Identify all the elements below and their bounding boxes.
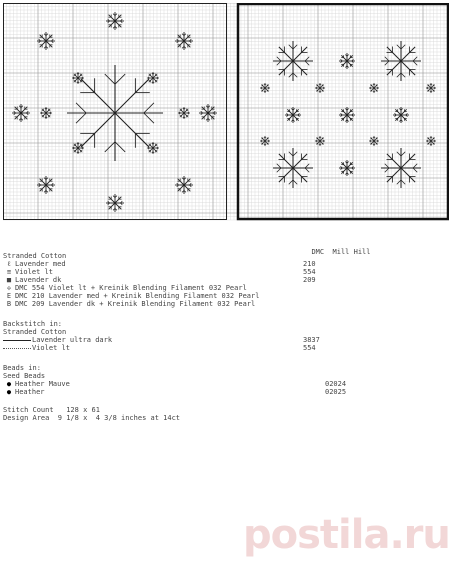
flake-arm — [293, 168, 307, 182]
tiny-snowflake — [315, 83, 325, 93]
stranded-row — [3, 300, 255, 308]
flake-branch — [144, 113, 154, 123]
flake-branch — [305, 168, 309, 172]
flake-branch — [413, 61, 417, 65]
flake-branch — [277, 61, 281, 65]
flake-arm — [374, 84, 378, 88]
tiny-snowflake — [315, 136, 325, 146]
flake-arm — [370, 88, 374, 92]
flake-branch — [105, 142, 115, 152]
tiny-snowflake — [40, 107, 52, 119]
flake-arm — [347, 61, 353, 67]
stranded-label: Violet lt — [15, 268, 53, 276]
tiny-snowflake — [260, 83, 270, 93]
tiny-snowflake — [72, 142, 84, 154]
flake-branch — [115, 74, 125, 84]
flake-arm — [115, 113, 149, 147]
flake-branch — [289, 180, 293, 184]
flake-arm — [347, 109, 353, 115]
flake-arm — [293, 115, 299, 121]
tiny-snowflake — [369, 83, 379, 93]
backstitch-row — [3, 336, 320, 344]
watermark-logo: postila.ru — [243, 512, 450, 558]
flake-arm — [431, 137, 435, 141]
stitch-symbol: B — [6, 300, 12, 308]
flake-arm — [395, 115, 401, 121]
small-snowflake — [106, 12, 124, 30]
flake-arm — [347, 55, 353, 61]
flake-arm — [15, 107, 21, 113]
flake-branch — [289, 152, 293, 156]
stranded-row — [3, 276, 316, 284]
design-area: Design Area 9 1/8 x 4 3/8 inches at 14ct — [3, 414, 181, 422]
medium-snowflake — [273, 41, 313, 81]
backstitch-label: Lavender ultra dark — [32, 336, 113, 344]
backstitch-label: Violet lt — [32, 344, 70, 352]
flake-arm — [320, 88, 324, 92]
flake-branch — [305, 61, 309, 65]
backstitch-line-sample — [3, 348, 31, 349]
flake-arm — [180, 109, 184, 113]
millhill-column-header: Mill Hill — [332, 248, 371, 256]
stitch-symbol: ℓ — [7, 260, 11, 268]
flake-arm — [370, 137, 374, 141]
bead-label: Heather — [15, 388, 45, 396]
stranded-label: DMC 554 Violet lt + Kreinik Blending Filament 032 Pearl — [15, 284, 247, 292]
flake-arm — [149, 74, 153, 78]
flake-branch — [105, 74, 115, 84]
flake-arm — [427, 88, 431, 92]
flake-branch — [385, 61, 389, 65]
flake-arm — [109, 197, 115, 203]
stitch-symbol: ■ — [6, 276, 12, 284]
stitch-symbol: ≡ — [6, 268, 12, 276]
small-snowflake — [199, 104, 217, 122]
beads-subtitle: Seed Beads — [3, 372, 46, 380]
small-snowflake — [106, 194, 124, 212]
flake-arm — [109, 15, 115, 21]
bead-code: 02025 — [325, 388, 347, 396]
backstitch-title: Backstitch in: — [3, 320, 63, 328]
stitch-count: Stitch Count 128 x 61 — [3, 406, 100, 414]
flake-arm — [46, 185, 52, 191]
stranded-row — [3, 260, 316, 268]
flake-arm — [149, 144, 153, 148]
flake-arm — [115, 203, 121, 209]
stranded-row — [3, 292, 259, 300]
backstitch-row — [3, 344, 316, 352]
flake-arm — [387, 154, 401, 168]
flake-arm — [347, 115, 353, 121]
stranded-row — [3, 284, 247, 292]
stranded-code: 209 — [303, 276, 316, 284]
flake-arm — [74, 74, 78, 78]
backstitch-subtitle: Stranded Cotton — [3, 328, 67, 336]
small-snowflake — [37, 32, 55, 50]
tiny-snowflake — [426, 136, 436, 146]
tiny-snowflake — [260, 136, 270, 146]
flake-arm — [46, 109, 50, 113]
flake-arm — [81, 113, 115, 147]
stranded-label: DMC 210 Lavender med + Kreinik Blending Filament 032 Pearl — [15, 292, 260, 300]
flake-arm — [347, 162, 353, 168]
bead-symbol: ● — [6, 380, 12, 388]
small-snowflake — [339, 107, 355, 123]
legend-header — [303, 240, 370, 256]
bead-code: 02024 — [325, 380, 347, 388]
flake-branch — [397, 180, 401, 184]
flake-arm — [208, 107, 214, 113]
flake-arm — [374, 88, 378, 92]
flake-arm — [320, 84, 324, 88]
tiny-snowflake — [178, 107, 190, 119]
flake-arm — [115, 21, 121, 27]
stranded-label: DMC 209 Lavender dk + Kreinik Blending Filament 032 Pearl — [15, 300, 256, 308]
flake-branch — [397, 152, 401, 156]
tiny-snowflake — [147, 142, 159, 154]
medium-snowflake — [381, 41, 421, 81]
flake-arm — [320, 137, 324, 141]
large-snowflake — [67, 65, 163, 161]
flake-arm — [178, 185, 184, 191]
flake-branch — [76, 113, 86, 123]
flake-arm — [370, 84, 374, 88]
medium-snowflake — [381, 148, 421, 188]
small-snowflake — [339, 53, 355, 69]
stranded-label: Lavender dk — [15, 276, 62, 284]
flake-arm — [374, 137, 378, 141]
bead-label: Heather Mauve — [15, 380, 70, 388]
tiny-snowflake — [369, 136, 379, 146]
bead-symbol: ● — [6, 388, 12, 396]
chart-motifs — [12, 12, 436, 212]
backstitch-line-sample — [3, 340, 31, 341]
flake-arm — [293, 154, 307, 168]
flake-arm — [431, 84, 435, 88]
tiny-snowflake — [147, 72, 159, 84]
flake-branch — [413, 168, 417, 172]
flake-arm — [178, 179, 184, 185]
flake-arm — [115, 197, 121, 203]
flake-arm — [387, 168, 401, 182]
flake-arm — [46, 41, 52, 47]
stranded-code: 554 — [303, 268, 316, 276]
flake-arm — [42, 109, 46, 113]
flake-arm — [46, 179, 52, 185]
small-snowflake — [393, 107, 409, 123]
stranded-title: Stranded Cotton — [3, 252, 67, 260]
flake-arm — [115, 15, 121, 21]
small-snowflake — [12, 104, 30, 122]
flake-arm — [431, 88, 435, 92]
stranded-row — [3, 268, 316, 276]
flake-arm — [21, 107, 27, 113]
backstitch-code: 554 — [303, 344, 316, 352]
flake-branch — [277, 168, 281, 172]
small-snowflake — [37, 176, 55, 194]
small-snowflake — [175, 32, 193, 50]
flake-arm — [109, 203, 115, 209]
flake-arm — [184, 109, 188, 113]
stranded-code: 210 — [303, 260, 316, 268]
flake-arm — [427, 137, 431, 141]
small-snowflake — [339, 160, 355, 176]
flake-arm — [293, 109, 299, 115]
flake-arm — [279, 154, 293, 168]
tiny-snowflake — [72, 72, 84, 84]
bead-row — [3, 380, 347, 388]
flake-branch — [401, 152, 405, 156]
flake-branch — [401, 180, 405, 184]
flake-branch — [115, 142, 125, 152]
cross-stitch-chart — [3, 3, 449, 223]
beads-title: Beads in: — [3, 364, 41, 372]
backstitch-code: 3837 — [303, 336, 320, 344]
flake-arm — [401, 154, 415, 168]
flake-arm — [74, 144, 78, 148]
flake-arm — [109, 21, 115, 27]
medium-snowflake — [273, 148, 313, 188]
stitch-symbol: E — [6, 292, 12, 300]
flake-arm — [178, 41, 184, 47]
stitch-symbol: ✢ — [6, 284, 12, 292]
flake-branch — [385, 168, 389, 172]
small-snowflake — [285, 107, 301, 123]
flake-arm — [395, 109, 401, 115]
flake-arm — [401, 168, 415, 182]
small-snowflake — [175, 176, 193, 194]
bead-row — [3, 388, 347, 396]
dmc-column-header: DMC — [311, 248, 325, 256]
tiny-snowflake — [426, 83, 436, 93]
flake-arm — [427, 84, 431, 88]
flake-arm — [279, 168, 293, 182]
stranded-label: Lavender med — [15, 260, 66, 268]
